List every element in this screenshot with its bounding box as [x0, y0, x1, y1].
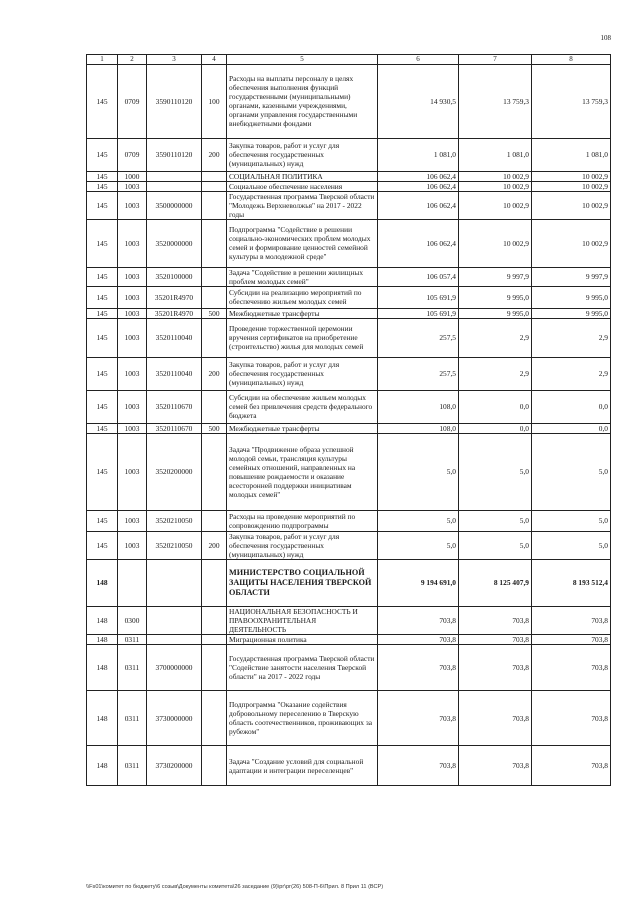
cell-target-article: 3520110670 [147, 390, 202, 423]
cell-target-article: 3700000000 [147, 645, 202, 691]
cell-amount-col7: 5,0 [459, 531, 532, 559]
cell-amount-col6: 703,8 [378, 691, 459, 746]
cell-target-article: 3520210050 [147, 531, 202, 559]
cell-expense-type [202, 510, 227, 531]
cell-amount-col8: 9 997,9 [532, 267, 611, 286]
cell-admin-code: 145 [87, 308, 118, 318]
cell-section-code: 1003 [118, 308, 147, 318]
cell-amount-col6: 5,0 [378, 531, 459, 559]
cell-section-code: 1003 [118, 357, 147, 390]
column-number-2: 2 [118, 55, 147, 65]
cell-amount-col7: 0,0 [459, 423, 532, 433]
cell-amount-col8: 8 193 512,4 [532, 559, 611, 606]
cell-expense-type [202, 559, 227, 606]
cell-admin-code: 145 [87, 510, 118, 531]
table-body [87, 64, 611, 786]
cell-amount-col7: 5,0 [459, 433, 532, 510]
cell-expense-type: 200 [202, 357, 227, 390]
cell-description: Проведение торжественной церемонии вручения сертификатов на приобретение (строительство) жилья для молодых семей [227, 318, 378, 357]
table-row [87, 219, 611, 267]
budget-table [86, 54, 611, 786]
cell-description: Задача "Продвижение образа успешной молодой семьи, трансляция культуры семейных отношений, направленных на повышение рождаемости и оказание всесторонней поддержки инициативам молодых семей" [227, 433, 378, 510]
cell-amount-col6: 106 062,4 [378, 181, 459, 191]
cell-amount-col7: 703,8 [459, 746, 532, 786]
cell-amount-col6: 257,5 [378, 318, 459, 357]
cell-target-article: 3730200000 [147, 746, 202, 786]
cell-amount-col8: 0,0 [532, 390, 611, 423]
cell-target-article: 35201R4970 [147, 308, 202, 318]
table-row [87, 267, 611, 286]
cell-description: Закупка товаров, работ и услуг для обеспечения государственных (муниципальных) нужд [227, 357, 378, 390]
cell-description: Закупка товаров, работ и услуг для обеспечения государственных (муниципальных) нужд [227, 138, 378, 171]
cell-amount-col7: 13 759,3 [459, 64, 532, 138]
cell-amount-col8: 10 002,9 [532, 219, 611, 267]
cell-description: Межбюджетные трансферты [227, 308, 378, 318]
cell-amount-col7: 703,8 [459, 645, 532, 691]
cell-description: Субсидии на реализацию мероприятий по обеспечению жильем молодых семей [227, 286, 378, 308]
cell-amount-col7: 703,8 [459, 691, 532, 746]
cell-description: НАЦИОНАЛЬНАЯ БЕЗОПАСНОСТЬ И ПРАВООХРАНИТЕЛЬНАЯ ДЕЯТЕЛЬНОСТЬ [227, 606, 378, 634]
cell-section-code: 0311 [118, 645, 147, 691]
cell-target-article [147, 635, 202, 645]
cell-target-article: 3520110040 [147, 357, 202, 390]
cell-target-article [147, 559, 202, 606]
table-row [87, 171, 611, 181]
table-row [87, 645, 611, 691]
cell-expense-type [202, 635, 227, 645]
cell-amount-col8: 703,8 [532, 645, 611, 691]
cell-amount-col6: 5,0 [378, 510, 459, 531]
cell-amount-col8: 2,9 [532, 357, 611, 390]
cell-amount-col6: 703,8 [378, 606, 459, 634]
cell-section-code: 1003 [118, 423, 147, 433]
cell-amount-col7: 1 081,0 [459, 138, 532, 171]
cell-amount-col7: 9 995,0 [459, 286, 532, 308]
cell-amount-col6: 14 930,5 [378, 64, 459, 138]
cell-admin-code: 145 [87, 181, 118, 191]
table-row [87, 138, 611, 171]
table-row [87, 559, 611, 606]
cell-expense-type [202, 286, 227, 308]
cell-section-code: 1003 [118, 267, 147, 286]
cell-section-code: 0311 [118, 691, 147, 746]
cell-section-code: 1003 [118, 219, 147, 267]
cell-amount-col8: 703,8 [532, 691, 611, 746]
cell-amount-col6: 5,0 [378, 433, 459, 510]
cell-description: Задача "Создание условий для социальной адаптации и интеграции переселенцев" [227, 746, 378, 786]
cell-amount-col7: 9 997,9 [459, 267, 532, 286]
cell-admin-code: 145 [87, 267, 118, 286]
table-row [87, 531, 611, 559]
cell-description: Закупка товаров, работ и услуг для обеспечения государственных (муниципальных) нужд [227, 531, 378, 559]
cell-amount-col6: 9 194 691,0 [378, 559, 459, 606]
cell-expense-type: 500 [202, 423, 227, 433]
cell-description: Межбюджетные трансферты [227, 423, 378, 433]
cell-section-code: 0709 [118, 138, 147, 171]
table-row [87, 286, 611, 308]
cell-admin-code: 145 [87, 191, 118, 219]
cell-admin-code: 145 [87, 64, 118, 138]
cell-admin-code: 145 [87, 423, 118, 433]
column-number-1: 1 [87, 55, 118, 65]
cell-admin-code: 148 [87, 635, 118, 645]
cell-section-code: 0311 [118, 635, 147, 645]
cell-amount-col6: 106 062,4 [378, 191, 459, 219]
cell-target-article: 3590110120 [147, 138, 202, 171]
cell-expense-type [202, 267, 227, 286]
cell-section-code: 1003 [118, 531, 147, 559]
cell-expense-type [202, 645, 227, 691]
cell-description: Подпрограмма "Содействие в решении социально-экономических проблем молодых семей и формирование ценностей семейной культуры в молодежной среде" [227, 219, 378, 267]
cell-amount-col6: 257,5 [378, 357, 459, 390]
cell-expense-type: 200 [202, 531, 227, 559]
cell-target-article [147, 606, 202, 634]
cell-section-code [118, 559, 147, 606]
cell-admin-code: 145 [87, 318, 118, 357]
cell-expense-type [202, 219, 227, 267]
cell-amount-col8: 13 759,3 [532, 64, 611, 138]
cell-amount-col6: 105 691,9 [378, 286, 459, 308]
cell-amount-col7: 2,9 [459, 318, 532, 357]
cell-target-article: 3520200000 [147, 433, 202, 510]
table-row [87, 433, 611, 510]
cell-amount-col8: 1 081,0 [532, 138, 611, 171]
table-row [87, 423, 611, 433]
cell-section-code: 1000 [118, 171, 147, 181]
column-number-8: 8 [532, 55, 611, 65]
cell-amount-col8: 9 995,0 [532, 286, 611, 308]
cell-expense-type [202, 433, 227, 510]
cell-amount-col6: 108,0 [378, 423, 459, 433]
table-row [87, 510, 611, 531]
cell-amount-col6: 106 062,4 [378, 171, 459, 181]
cell-description: Государственная программа Тверской области "Молодежь Верхневолжья" на 2017 - 2022 годы [227, 191, 378, 219]
table-row [87, 635, 611, 645]
cell-expense-type [202, 606, 227, 634]
cell-section-code: 1003 [118, 191, 147, 219]
table-row [87, 390, 611, 423]
cell-amount-col8: 703,8 [532, 635, 611, 645]
cell-amount-col8: 5,0 [532, 531, 611, 559]
cell-admin-code: 145 [87, 286, 118, 308]
cell-description: Социальное обеспечение населения [227, 181, 378, 191]
cell-target-article: 3520110670 [147, 423, 202, 433]
cell-target-article: 3520000000 [147, 219, 202, 267]
table-row [87, 318, 611, 357]
column-number-6: 6 [378, 55, 459, 65]
cell-expense-type: 500 [202, 308, 227, 318]
table-row [87, 64, 611, 138]
cell-description: СОЦИАЛЬНАЯ ПОЛИТИКА [227, 171, 378, 181]
cell-amount-col6: 703,8 [378, 635, 459, 645]
cell-target-article [147, 181, 202, 191]
cell-admin-code: 148 [87, 691, 118, 746]
cell-description: Подпрограмма "Оказание содействия добровольному переселению в Тверскую область соотечественников, проживающих за рубежом" [227, 691, 378, 746]
cell-admin-code: 148 [87, 645, 118, 691]
cell-admin-code: 145 [87, 357, 118, 390]
cell-amount-col7: 5,0 [459, 510, 532, 531]
table-row [87, 191, 611, 219]
cell-admin-code: 145 [87, 433, 118, 510]
cell-expense-type [202, 746, 227, 786]
cell-admin-code: 145 [87, 219, 118, 267]
cell-expense-type [202, 691, 227, 746]
cell-section-code: 1003 [118, 286, 147, 308]
cell-amount-col8: 9 995,0 [532, 308, 611, 318]
cell-amount-col8: 703,8 [532, 606, 611, 634]
cell-admin-code: 145 [87, 531, 118, 559]
cell-amount-col7: 10 002,9 [459, 191, 532, 219]
cell-target-article [147, 171, 202, 181]
cell-expense-type: 200 [202, 138, 227, 171]
column-number-7: 7 [459, 55, 532, 65]
table-row [87, 606, 611, 634]
cell-admin-code: 148 [87, 606, 118, 634]
cell-expense-type [202, 191, 227, 219]
cell-amount-col6: 703,8 [378, 645, 459, 691]
cell-amount-col7: 10 002,9 [459, 171, 532, 181]
cell-expense-type [202, 318, 227, 357]
cell-description: МИНИСТЕРСТВО СОЦИАЛЬНОЙ ЗАЩИТЫ НАСЕЛЕНИЯ ТВЕРСКОЙ ОБЛАСТИ [227, 559, 378, 606]
cell-amount-col7: 2,9 [459, 357, 532, 390]
cell-section-code: 0311 [118, 746, 147, 786]
cell-amount-col6: 703,8 [378, 746, 459, 786]
cell-amount-col6: 1 081,0 [378, 138, 459, 171]
table-row [87, 181, 611, 191]
cell-amount-col6: 105 691,9 [378, 308, 459, 318]
cell-target-article: 3520100000 [147, 267, 202, 286]
cell-description: Задача "Содействие в решении жилищных проблем молодых семей" [227, 267, 378, 286]
cell-expense-type: 100 [202, 64, 227, 138]
cell-target-article: 3590110120 [147, 64, 202, 138]
cell-amount-col8: 10 002,9 [532, 171, 611, 181]
cell-amount-col7: 703,8 [459, 635, 532, 645]
cell-description: Государственная программа Тверской области "Содействие занятости населения Тверской области" на 2017 - 2022 годы [227, 645, 378, 691]
cell-section-code: 1003 [118, 433, 147, 510]
column-number-4: 4 [202, 55, 227, 65]
cell-amount-col8: 5,0 [532, 510, 611, 531]
cell-target-article: 3500000000 [147, 191, 202, 219]
cell-amount-col7: 10 002,9 [459, 219, 532, 267]
cell-target-article: 3520210050 [147, 510, 202, 531]
file-path-footer: \\Fs01\комитет по бюджету\6 созыв\Документы комитета\26 заседание (9)\рг\рг(26) 508-П-6\Прил. 8 Прил 11 (ВСР) [86, 884, 384, 890]
cell-amount-col8: 2,9 [532, 318, 611, 357]
cell-target-article: 3520110040 [147, 318, 202, 357]
cell-amount-col8: 703,8 [532, 746, 611, 786]
cell-amount-col8: 10 002,9 [532, 191, 611, 219]
cell-admin-code: 148 [87, 559, 118, 606]
column-number-5: 5 [227, 55, 378, 65]
cell-admin-code: 145 [87, 390, 118, 423]
cell-amount-col8: 10 002,9 [532, 181, 611, 191]
column-number-3: 3 [147, 55, 202, 65]
cell-admin-code: 145 [87, 138, 118, 171]
cell-expense-type [202, 171, 227, 181]
cell-amount-col7: 0,0 [459, 390, 532, 423]
cell-admin-code: 148 [87, 746, 118, 786]
cell-expense-type [202, 181, 227, 191]
cell-amount-col7: 8 125 407,9 [459, 559, 532, 606]
cell-expense-type [202, 390, 227, 423]
cell-amount-col6: 108,0 [378, 390, 459, 423]
cell-description: Субсидии на обеспечение жильем молодых семей без привлечения средств федерального бюджета [227, 390, 378, 423]
table-row [87, 746, 611, 786]
page-number: 108 [600, 34, 611, 42]
cell-section-code: 1003 [118, 181, 147, 191]
cell-amount-col7: 10 002,9 [459, 181, 532, 191]
cell-target-article: 3730000000 [147, 691, 202, 746]
cell-description: Расходы на проведение мероприятий по сопровождению подпрограммы [227, 510, 378, 531]
cell-amount-col6: 106 062,4 [378, 219, 459, 267]
cell-description: Миграционная политика [227, 635, 378, 645]
cell-section-code: 1003 [118, 318, 147, 357]
cell-admin-code: 145 [87, 171, 118, 181]
cell-amount-col6: 106 057,4 [378, 267, 459, 286]
cell-section-code: 1003 [118, 510, 147, 531]
table-row [87, 691, 611, 746]
cell-amount-col8: 0,0 [532, 423, 611, 433]
cell-section-code: 1003 [118, 390, 147, 423]
cell-target-article: 35201R4970 [147, 286, 202, 308]
column-number-row [87, 55, 611, 65]
cell-amount-col7: 9 995,0 [459, 308, 532, 318]
cell-section-code: 0709 [118, 64, 147, 138]
cell-description: Расходы на выплаты персоналу в целях обеспечения выполнения функций государственными (муниципальными) органами, казенными учреждениями, органами управления государственными внебюджетными фондами [227, 64, 378, 138]
cell-amount-col7: 703,8 [459, 606, 532, 634]
cell-section-code: 0300 [118, 606, 147, 634]
table-row [87, 308, 611, 318]
cell-amount-col8: 5,0 [532, 433, 611, 510]
table-row [87, 357, 611, 390]
